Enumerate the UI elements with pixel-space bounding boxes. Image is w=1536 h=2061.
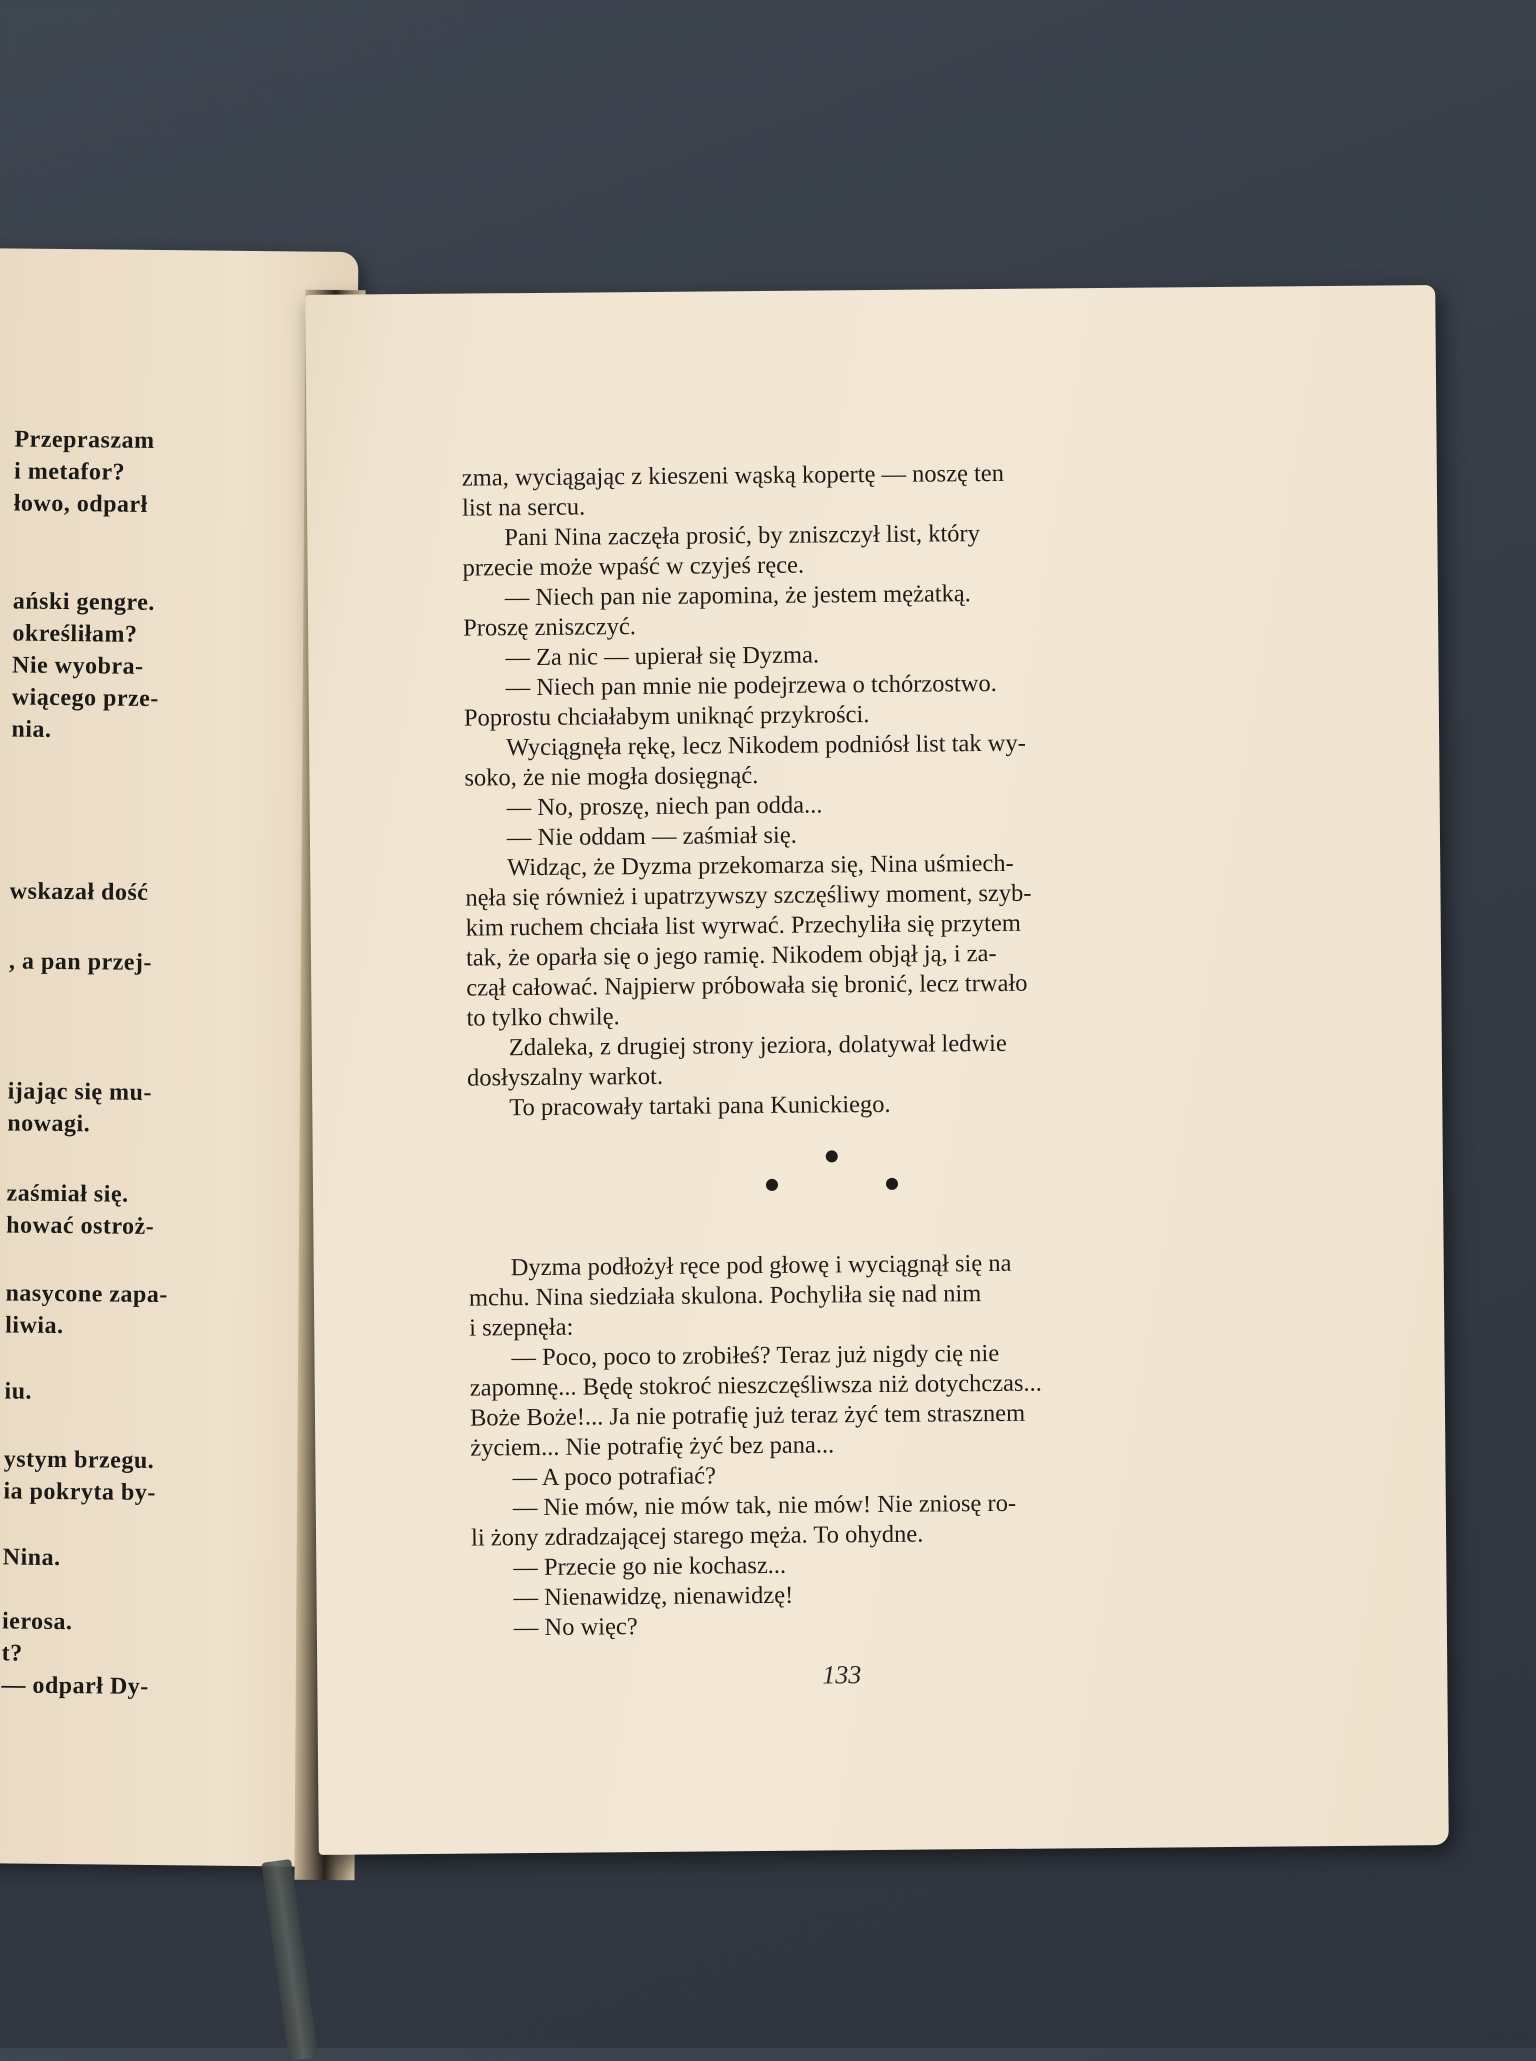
left-page-line: ia pokryta by- xyxy=(3,1478,156,1507)
text-line: — Za nic — upierał się Dyzma. xyxy=(505,641,820,672)
text-line: to tylko chwilę. xyxy=(466,1003,620,1032)
left-page-line: — odparł Dy- xyxy=(1,1672,149,1700)
text-line: Boże Boże!... Ja nie potrafię już teraz żyć tem strasznem xyxy=(469,1399,1026,1432)
left-page-line: Nie wyobra- xyxy=(11,652,144,680)
left-page-line: wiącego prze- xyxy=(11,684,159,713)
text-line: list na sercu. xyxy=(461,493,586,522)
text-line: To pracowały tartaki pana Kunickiego. xyxy=(509,1090,891,1122)
left-page-line: i metafor? xyxy=(13,458,126,486)
left-page-line: ijając się mu- xyxy=(7,1078,153,1106)
text-line: Poprostu chciałabym uniknąć przykrości. xyxy=(463,701,870,732)
right-page-text xyxy=(462,457,1192,1643)
text-line: — Nie oddam — zaśmiał się. xyxy=(506,821,797,852)
text-line: mchu. Nina siedziała skulona. Pochyliła się nad nim xyxy=(468,1280,982,1312)
text-line: — No więc? xyxy=(513,1613,638,1642)
right-page xyxy=(305,285,1449,1855)
text-line: Pani Nina zaczęła prosić, by zniszczył list, który xyxy=(504,520,981,552)
text-line: zapomnę... Będę stokroć nieszczęśliwsza niż dotychczas... xyxy=(469,1369,1042,1402)
text-line: nęła się również i upatrzywszy szczęśliwy moment, szyb- xyxy=(465,879,1032,912)
left-page-line: nowagi. xyxy=(7,1110,91,1138)
left-page-line: liwia. xyxy=(5,1312,64,1340)
text-line: czął całować. Najpierw próbowała się bronić, lecz trwało xyxy=(466,969,1028,1002)
text-line: zma, wyciągając z kieszeni wąską kopertę — noszę ten xyxy=(461,459,1005,492)
separator-asterism-dot xyxy=(826,1150,838,1162)
separator-asterism-dot xyxy=(766,1179,778,1191)
text-line: soko, że nie mogła dosięgnąć. xyxy=(464,762,759,792)
left-page-line: ierosa. xyxy=(1,1608,73,1636)
left-page-line: wskazał dość xyxy=(9,878,149,906)
text-line: kim ruchem chciała list wyrwać. Przechyliła się przytem xyxy=(465,909,1021,942)
text-line: — Przecie go nie kochasz... xyxy=(513,1551,787,1582)
text-line: tak, że oparła się o jego ramię. Nikodem objął ją, i za- xyxy=(465,939,997,972)
section-separator xyxy=(467,1117,1188,1253)
text-line: — No, proszę, niech pan odda... xyxy=(506,791,823,822)
text-line: — Poco, poco to zrobiłeś? Teraz już nigdy cię nie xyxy=(511,1339,1000,1372)
text-line: Zdaleka, z drugiej strony jeziora, dolatywał ledwie xyxy=(508,1029,1007,1062)
text-line: przecie może wpaść w czyjeś ręce. xyxy=(462,551,805,582)
left-page-line: nia. xyxy=(11,716,52,743)
text-line: dosłyszalny warkot. xyxy=(466,1062,664,1092)
text-line: Wyciągnęła rękę, lecz Nikodem podniósł list tak wy- xyxy=(506,729,1026,762)
left-page-line: nasycone zapa- xyxy=(5,1280,168,1309)
left-page-line: łowo, odparł xyxy=(13,490,148,518)
text-line: — Nienawidzę, nienawidzę! xyxy=(513,1581,794,1612)
left-page-line: Nina. xyxy=(2,1544,61,1572)
left-page-line: t? xyxy=(1,1640,23,1667)
text-line: — Nie mów, nie mów tak, nie mów! Nie zniosę ro- xyxy=(512,1489,1017,1522)
text-line: Widząc, że Dyzma przekomarza się, Nina uśmiech- xyxy=(507,849,1014,882)
left-page-line: ański gengre. xyxy=(12,588,155,616)
left-page-line: hować ostroż- xyxy=(6,1212,155,1241)
text-line: — Niech pan nie zapomina, że jestem mężatką. xyxy=(504,580,971,612)
text-line: życiem... Nie potrafię żyć bez pana... xyxy=(470,1431,835,1462)
left-page-line: , a pan przej- xyxy=(8,948,153,976)
text-line: Dyzma podłożył ręce pod głowę i wyciągnął się na xyxy=(510,1249,1012,1282)
left-page-line: iu. xyxy=(4,1378,33,1405)
text-line: li żony zdradzającej starego męża. To ohydne. xyxy=(470,1520,924,1552)
separator-asterism-dot xyxy=(886,1178,898,1190)
left-page-line: określiłam? xyxy=(12,620,138,648)
left-page-line: ystym brzegu. xyxy=(3,1446,155,1475)
left-page-line: Przepraszam xyxy=(14,426,155,454)
text-line: — A poco potrafiać? xyxy=(512,1462,717,1492)
left-page-line: zaśmiał się. xyxy=(6,1180,129,1208)
text-line: i szepnęła: xyxy=(469,1313,574,1342)
page-number: 133 xyxy=(822,1660,862,1690)
text-line: — Niech pan mnie nie podejrzewa o tchórzostwo. xyxy=(505,669,997,702)
text-line: Proszę zniszczyć. xyxy=(463,613,637,642)
